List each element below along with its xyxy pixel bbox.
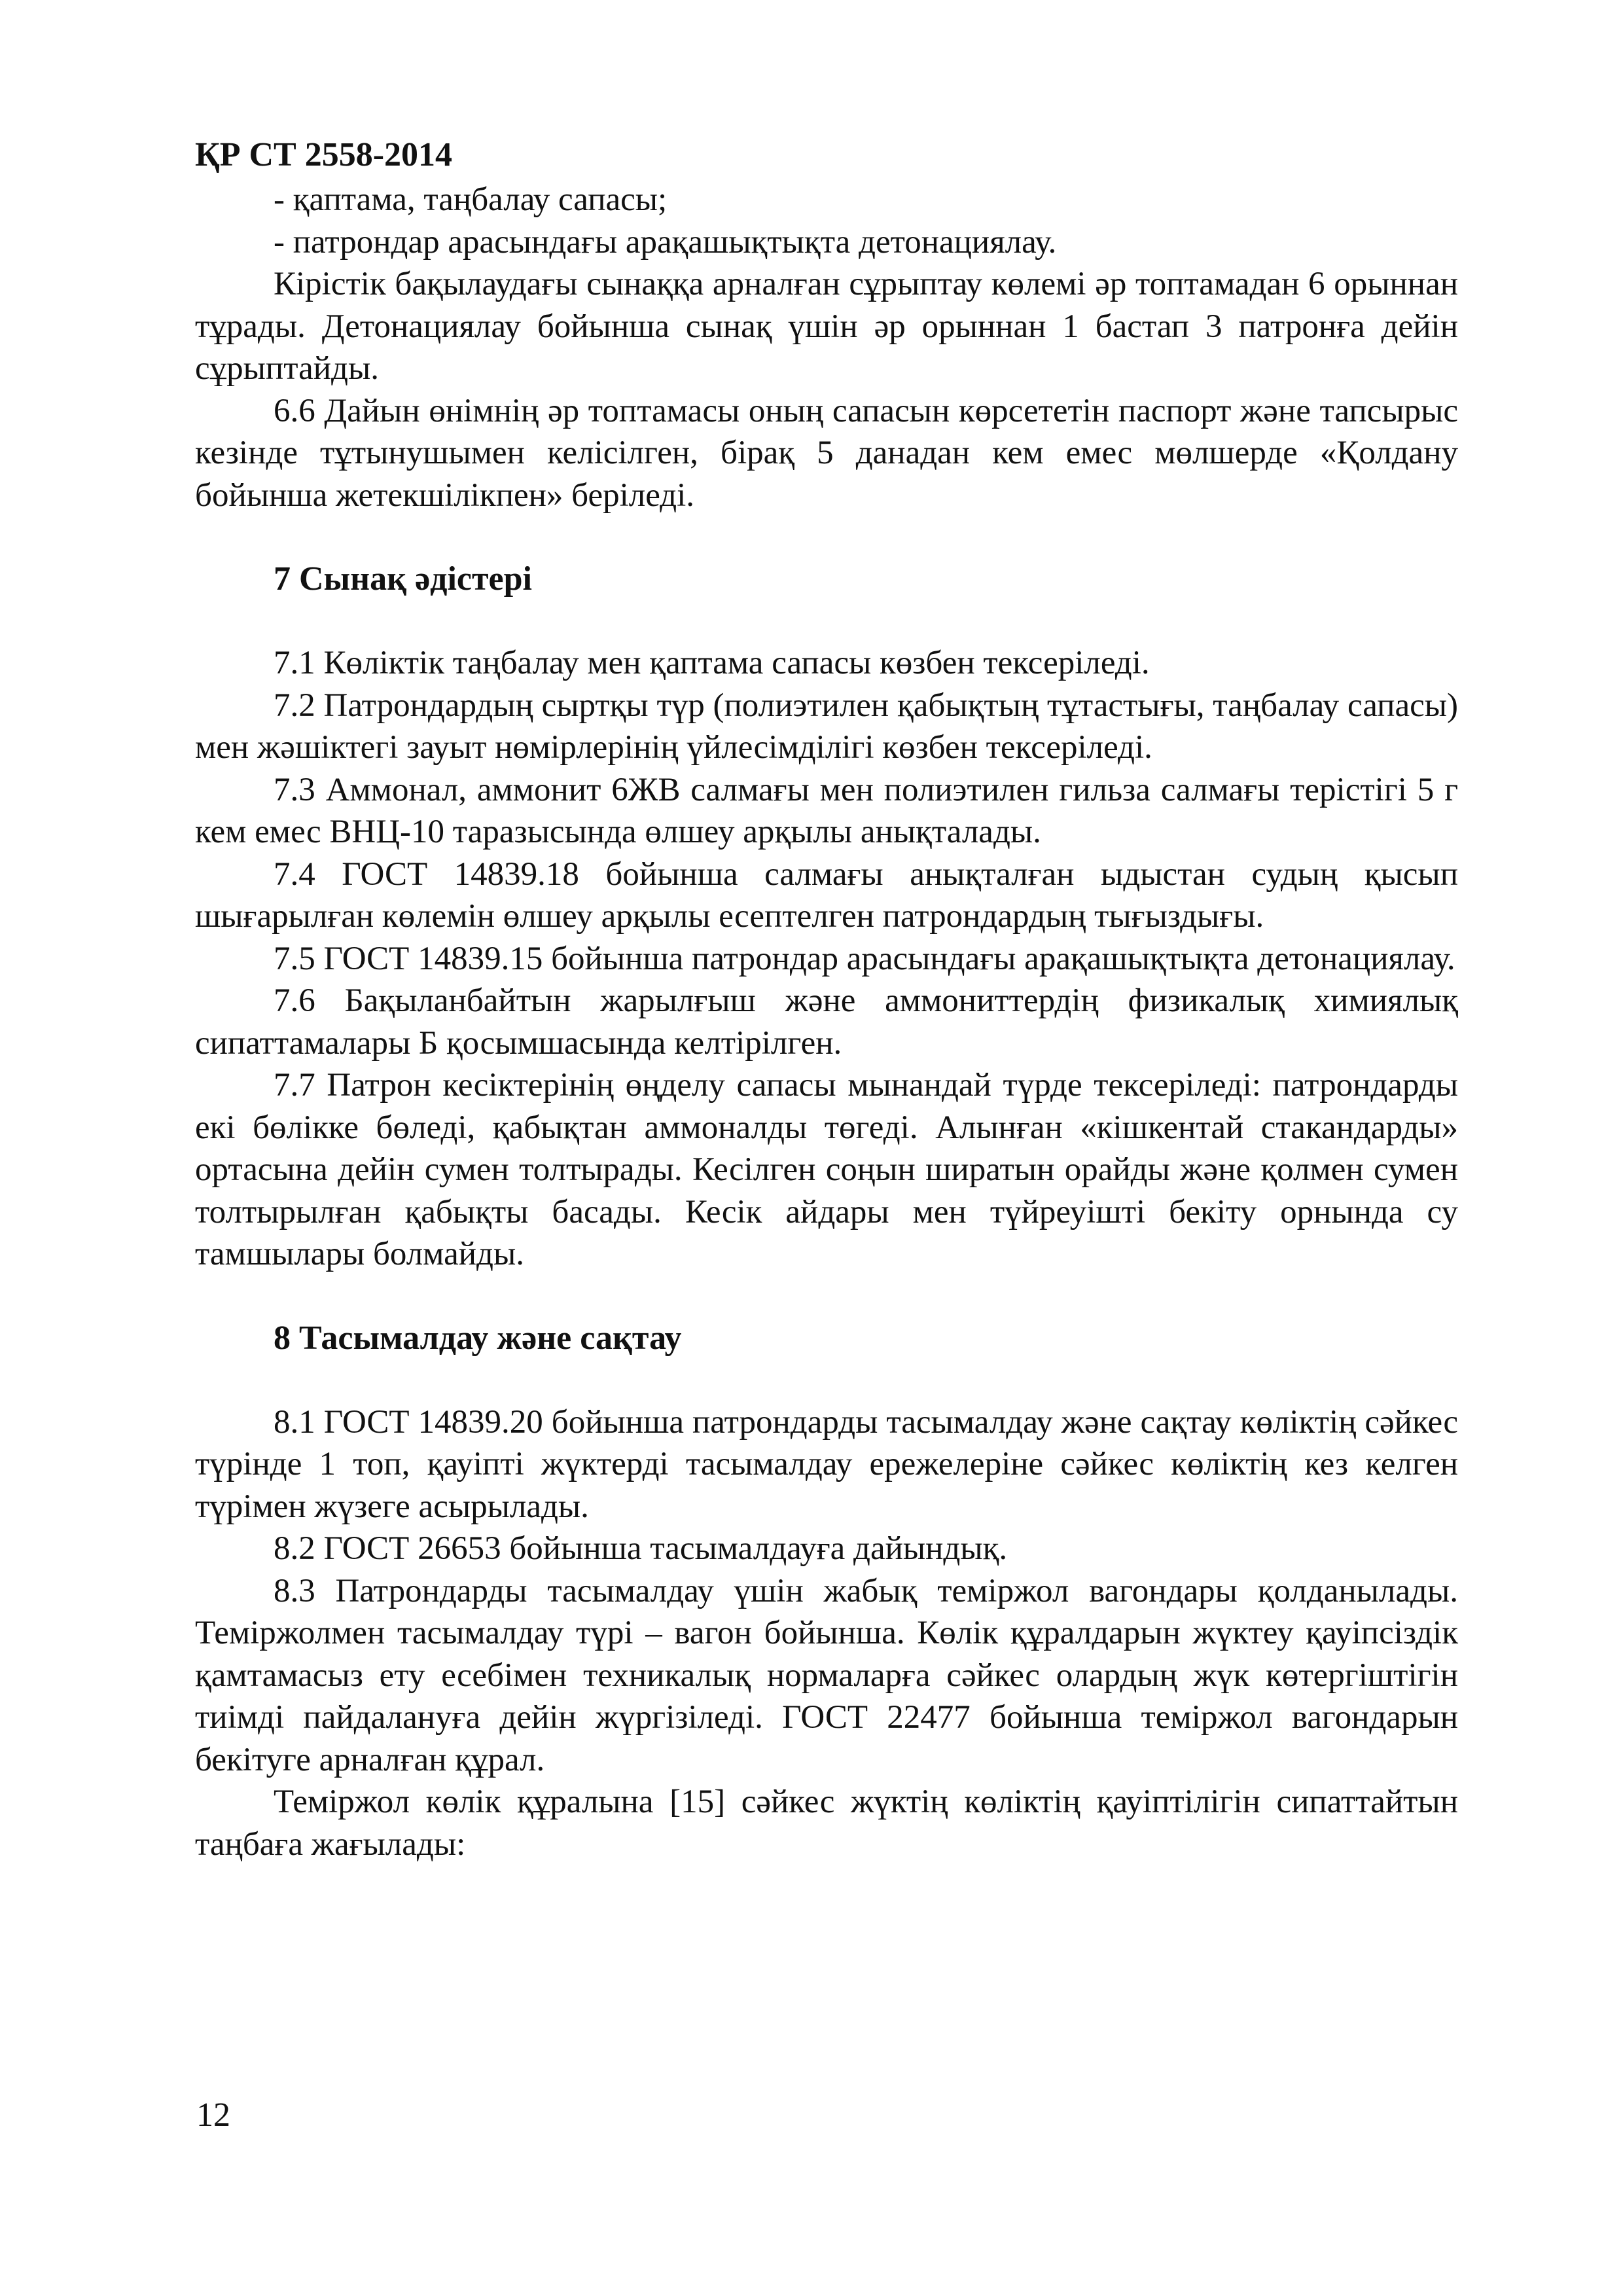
paragraph-7-3: 7.3 Аммонал, аммонит 6ЖВ салмағы мен полиэтилен гильза салмағы терістігі 5 г кем емес ВНЦ-10 таразысында өлшеу арқылы анықталады. bbox=[195, 771, 1458, 850]
document-code-header: ҚР СТ 2558-2014 bbox=[195, 136, 453, 173]
paragraph-8-marking: Теміржол көлік құралына [15] сәйкес жүктің көліктің қауіптілігін сипаттайтын таңбаға жағылады: bbox=[195, 1784, 1458, 1863]
paragraph-7-1: 7.1 Көліктік таңбалау мен қаптама сапасы көзбен тексеріледі. bbox=[274, 645, 1150, 681]
paragraph-8-3: 8.3 Патрондарды тасымалдау үшін жабық теміржол вагондары қолданылады. Теміржолмен тасымалдау түрі – вагон бойынша. Көлік құралдарын жүктеу қауіпсіздік қамтамасыз ету есебімен техникалық нормаларға сәйкес олардың жүк көтергіштігін тиімді пайдалануға дейін жүргізіледі. ГОСТ 22477 бойынша теміржол вагондарын бекітуге арналған құрал. bbox=[195, 1572, 1458, 1778]
section-7-title: 7 Сынақ әдістері bbox=[274, 560, 532, 598]
paragraph-sampling: Кірістік бақылаудағы сынаққа арналған сұрыптау көлемі әр топтамадан 6 орыннан тұрады. Детонациялау бойынша сынақ үшін әр орыннан 1 бастап 3 патронға дейін сұрыптайды. bbox=[195, 266, 1458, 387]
paragraph-8-1: 8.1 ГОСТ 14839.20 бойынша патрондарды тасымалдау және сақтау көліктің сәйкес түрінде 1 топ, қауіпті жүктерді тасымалдау ережелеріне сәйкес көліктің кез келген түрімен жүзеге асырылады. bbox=[195, 1403, 1458, 1525]
paragraph-7-4: 7.4 ГОСТ 14839.18 бойынша салмағы анықталған ыдыстан судың қысып шығарылған көлемін өлшеу арқылы есептелген патрондардың тығыздығы. bbox=[195, 855, 1458, 935]
paragraph-7-5: 7.5 ГОСТ 14839.15 бойынша патрондар арасындағы арақашықтықта детонациялау. bbox=[274, 940, 1455, 977]
paragraph-7-6: 7.6 Бақыланбайтын жарылғыш және аммониттердің физикалық химиялық сипаттамалары Б қосымшасында келтірілген. bbox=[195, 982, 1458, 1062]
paragraph-6-6: 6.6 Дайын өнімнің әр топтамасы оның сапасын көрсететін паспорт және тапсырыс кезінде тұтынушымен келісілген, бірақ 5 данадан кем емес мөлшерде «Қолдану бойынша жетекшілікпен» беріледі. bbox=[195, 392, 1458, 514]
page-number: 12 bbox=[196, 2096, 230, 2134]
paragraph-7-7: 7.7 Патрон кесіктерінің өңделу сапасы мынандай түрде тексеріледі: патрондарды екі бөлікке бөледі, қабықтан аммоналды төгеді. Алынған «кішкентай стакандарды» ортасына дейін сумен толтырады. Кесілген соңын ширатын орайды және қолмен сумен толтырылған қабықты басады. Кесік айдары мен түйреуішті бекіту орнында су тамшылары болмайды. bbox=[195, 1067, 1458, 1272]
list-item-detonation: - патрондар арасындағы арақашықтықта детонациялау. bbox=[274, 223, 1057, 260]
document-page bbox=[195, 134, 1458, 1865]
list-item-packaging: - қаптама, таңбалау сапасы; bbox=[274, 181, 668, 218]
paragraph-7-2: 7.2 Патрондардың сыртқы түр (полиэтилен қабықтың тұтастығы, таңбалау сапасы) мен жәшіктегі зауыт нөмірлерінің үйлесімділігі көзбен тексеріледі. bbox=[195, 687, 1458, 766]
paragraph-8-2: 8.2 ГОСТ 26653 бойынша тасымалдауға дайындық. bbox=[274, 1530, 1008, 1567]
section-8-title: 8 Тасымалдау және сақтау bbox=[274, 1319, 682, 1357]
